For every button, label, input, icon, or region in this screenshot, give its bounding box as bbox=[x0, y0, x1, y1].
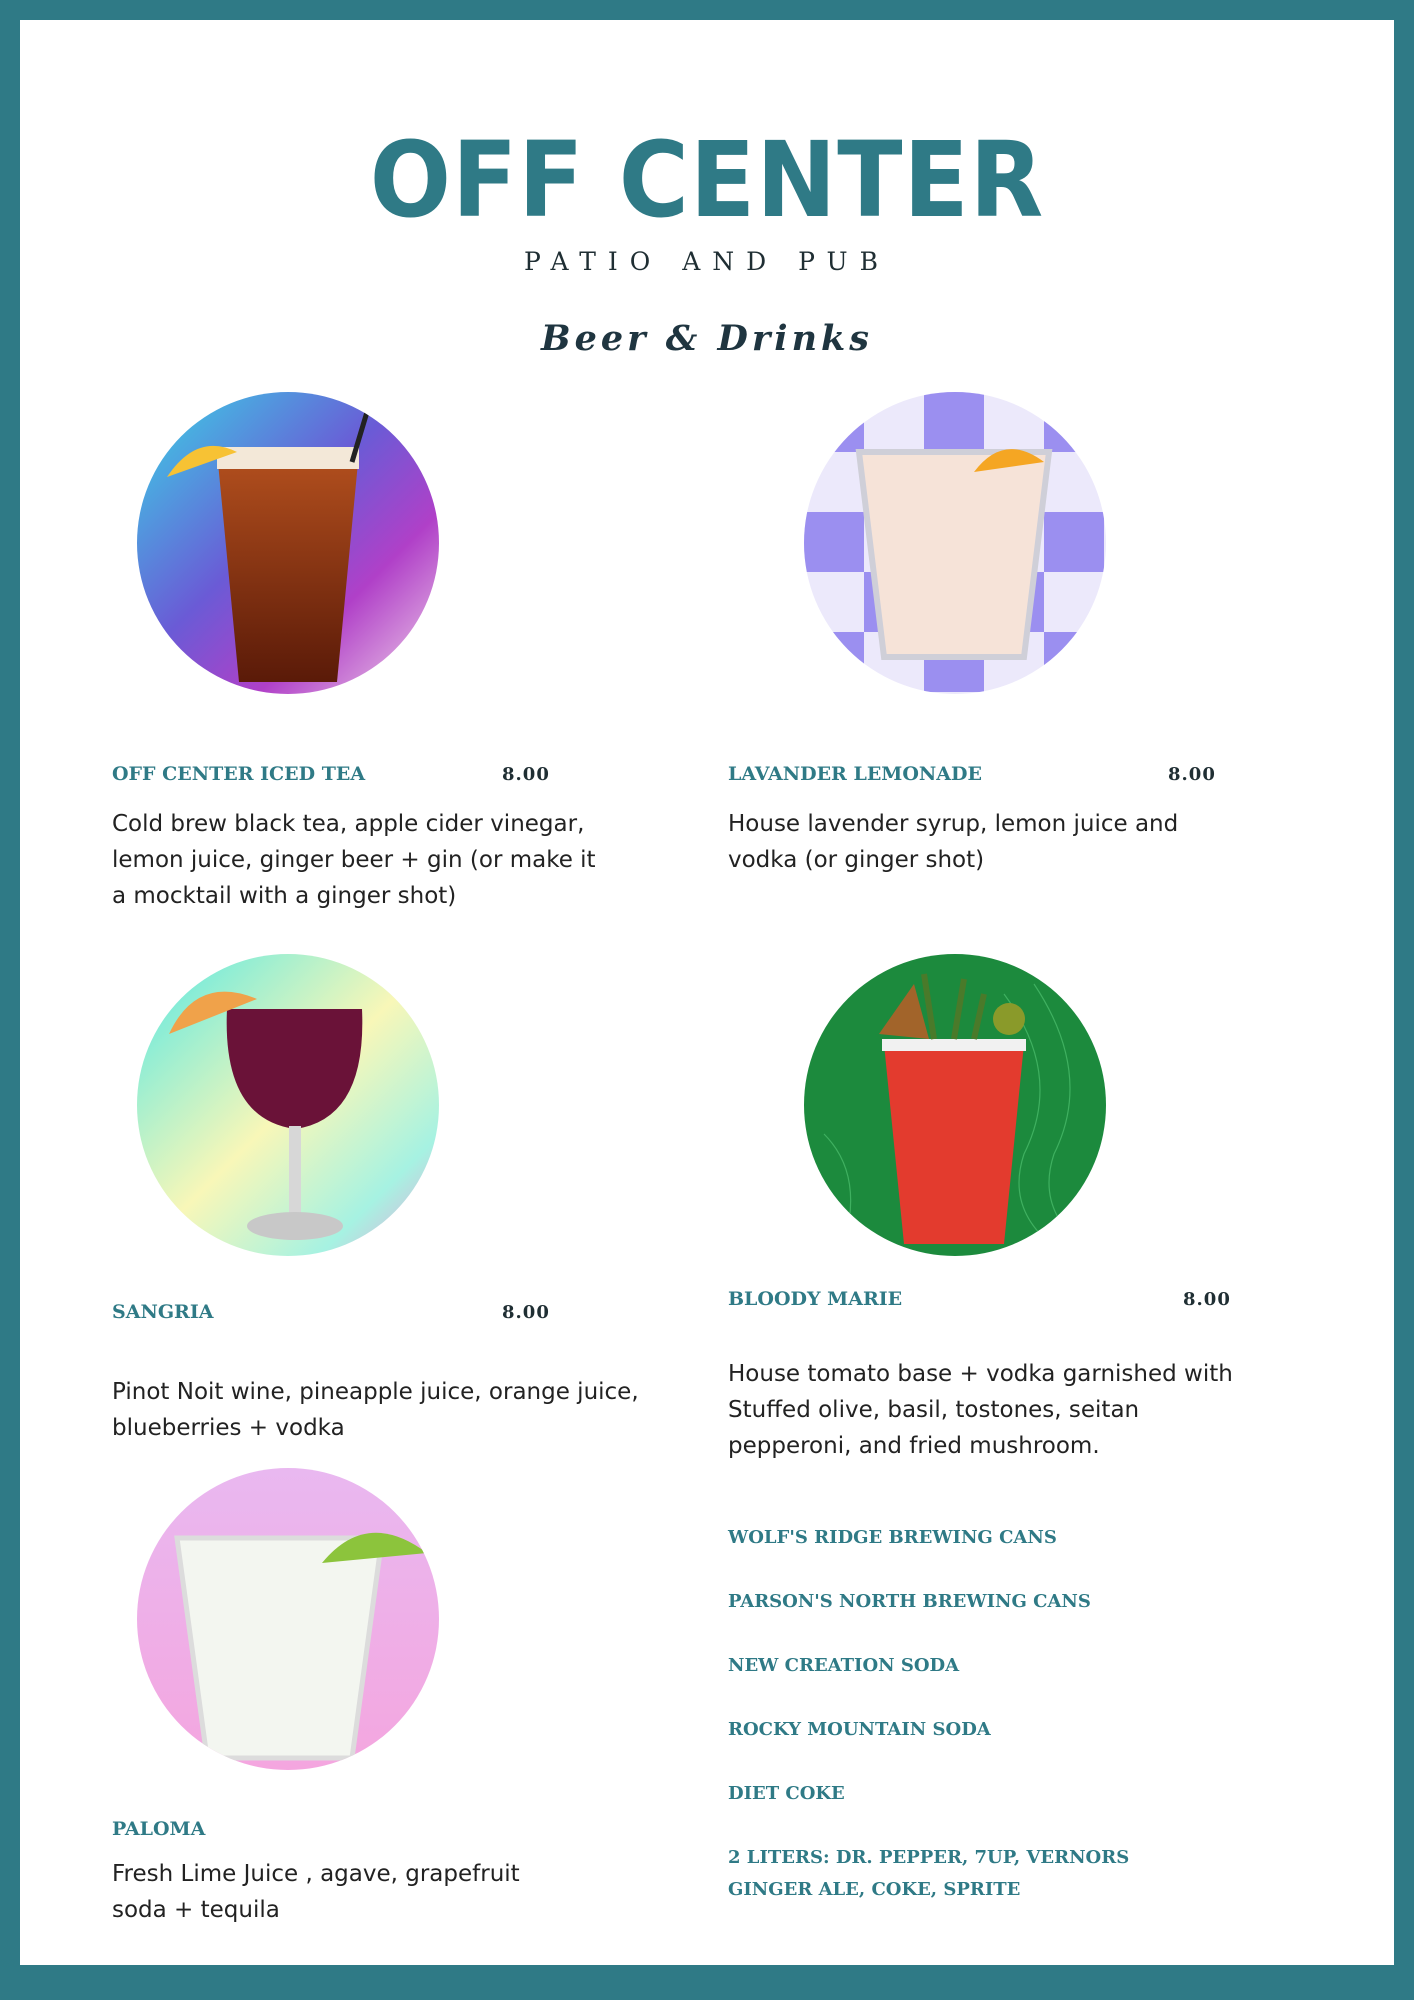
item-name: PALOMA bbox=[112, 1818, 206, 1840]
paloma-photo bbox=[137, 1468, 439, 1770]
item-description: House tomato base + vodka garnished with Stuffed olive, basil, tostones, seitan pepperoni, and fried mushroom. bbox=[728, 1361, 1233, 1459]
extra-item: NEW CREATION SODA bbox=[728, 1655, 960, 1676]
item-name: LAVANDER LEMONADE bbox=[728, 763, 982, 785]
item-name: OFF CENTER ICED TEA bbox=[112, 763, 366, 785]
extra-item: 2 LITERS: DR. PEPPER, 7UP, VERNORS GINGER ALE, COKE, SPRITE bbox=[728, 1847, 1130, 1900]
bloody-marie-photo bbox=[804, 954, 1106, 1256]
item-description: Fresh Lime Juice , agave, grapefruit soda + tequila bbox=[112, 1861, 520, 1923]
item-description: House lavender syrup, lemon juice and vodka (or ginger shot) bbox=[728, 811, 1179, 873]
item-name: SANGRIA bbox=[112, 1301, 214, 1323]
item-price: 8.00 bbox=[1183, 1289, 1231, 1310]
item-price: 8.00 bbox=[1168, 764, 1216, 785]
extra-item: PARSON'S NORTH BREWING CANS bbox=[728, 1591, 1091, 1612]
section-title: Beer & Drinks bbox=[540, 318, 874, 359]
item-price: 8.00 bbox=[502, 764, 550, 785]
lavender-lemonade-photo bbox=[804, 392, 1106, 694]
brand-title: OFF CENTER bbox=[369, 119, 1045, 241]
sangria-photo bbox=[137, 954, 439, 1256]
brand-subtitle: PATIO AND PUB bbox=[524, 247, 890, 276]
extra-item: ROCKY MOUNTAIN SODA bbox=[728, 1719, 991, 1740]
extra-item: WOLF'S RIDGE BREWING CANS bbox=[728, 1527, 1057, 1548]
item-description: Cold brew black tea, apple cider vinegar, lemon juice, ginger beer + gin (or make it a mocktail with a ginger shot) bbox=[112, 811, 596, 909]
extra-item: DIET COKE bbox=[728, 1783, 845, 1804]
item-price: 8.00 bbox=[502, 1302, 550, 1323]
iced-tea-photo bbox=[137, 392, 439, 694]
item-name: BLOODY MARIE bbox=[728, 1288, 903, 1310]
item-description: Pinot Noit wine, pineapple juice, orange juice, blueberries + vodka bbox=[112, 1379, 639, 1441]
